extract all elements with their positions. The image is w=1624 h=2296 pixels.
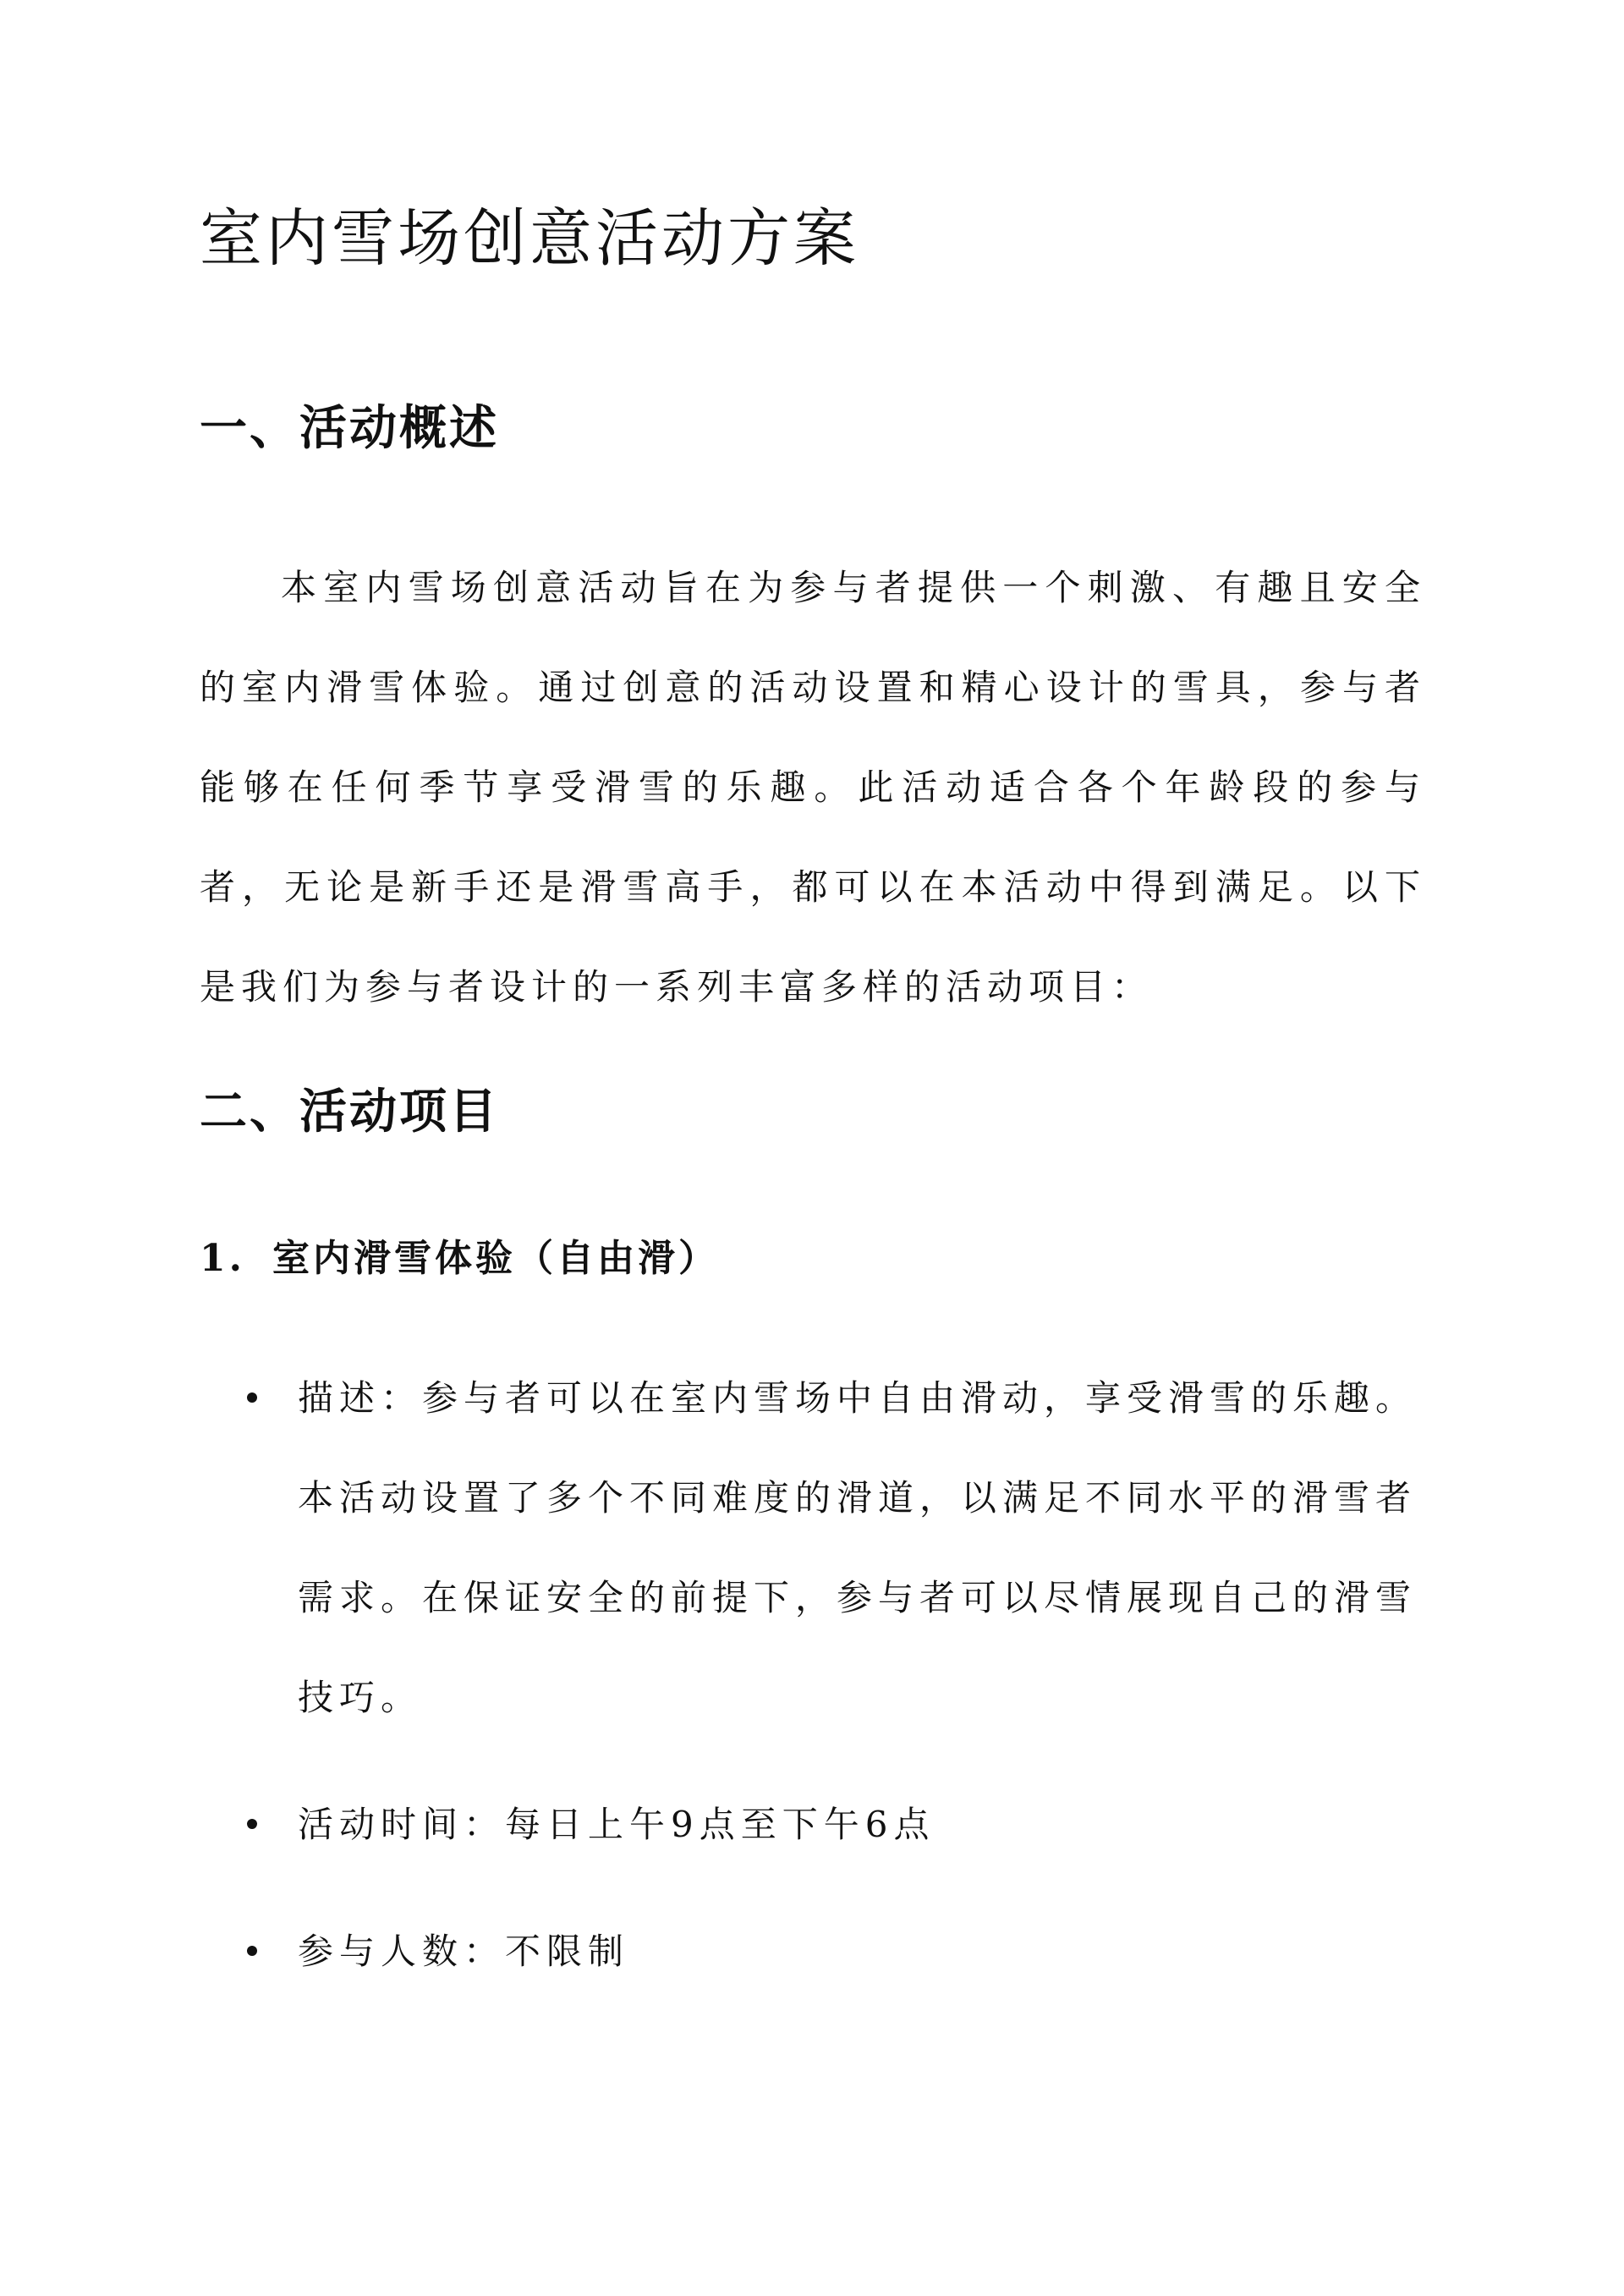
overview-paragraph: 本室内雪场创意活动旨在为参与者提供一个刺激、有趣且安全的室内滑雪体验。通过创意的活动设置和精心设计的雪具，参与者能够在任何季节享受滑雪的乐趣。此活动适合各个年龄段的参与者，无论是新手还是滑雪高手，都可以在本活动中得到满足。以下是我们为参与者设计的一系列丰富多样的活动项目：	[200, 567, 1426, 1008]
bullet-icon	[247, 1392, 257, 1403]
activity-number: 1.	[200, 1237, 245, 1280]
activity-heading-1	[200, 1225, 719, 1293]
section-heading-overview: 一、活动概述	[200, 400, 499, 456]
activity-detail-list	[200, 1348, 1418, 2029]
list-item-text: 活动时间：每日上午9点至下午6点	[298, 1804, 935, 1845]
activity-title: 室内滑雪体验（自由滑）	[272, 1237, 719, 1280]
bullet-icon	[247, 1819, 257, 1829]
list-item-time	[200, 1775, 1418, 1875]
list-item-text: 参与人数：不限制	[298, 1931, 630, 1972]
section-heading-activities: 二、活动项目	[200, 1084, 499, 1140]
list-item-participants	[200, 1902, 1418, 2002]
list-item-text: 描述：参与者可以在室内雪场中自由滑动，享受滑雪的乐趣。本活动设置了多个不同难度的滑道，以满足不同水平的滑雪者需求。在保证安全的前提下，参与者可以尽情展现自己的滑雪技巧。	[298, 1377, 1418, 1718]
document-title: 室内雪场创意活动方案	[200, 202, 859, 275]
bullet-icon	[247, 1946, 257, 1956]
list-item-description	[200, 1348, 1418, 1748]
